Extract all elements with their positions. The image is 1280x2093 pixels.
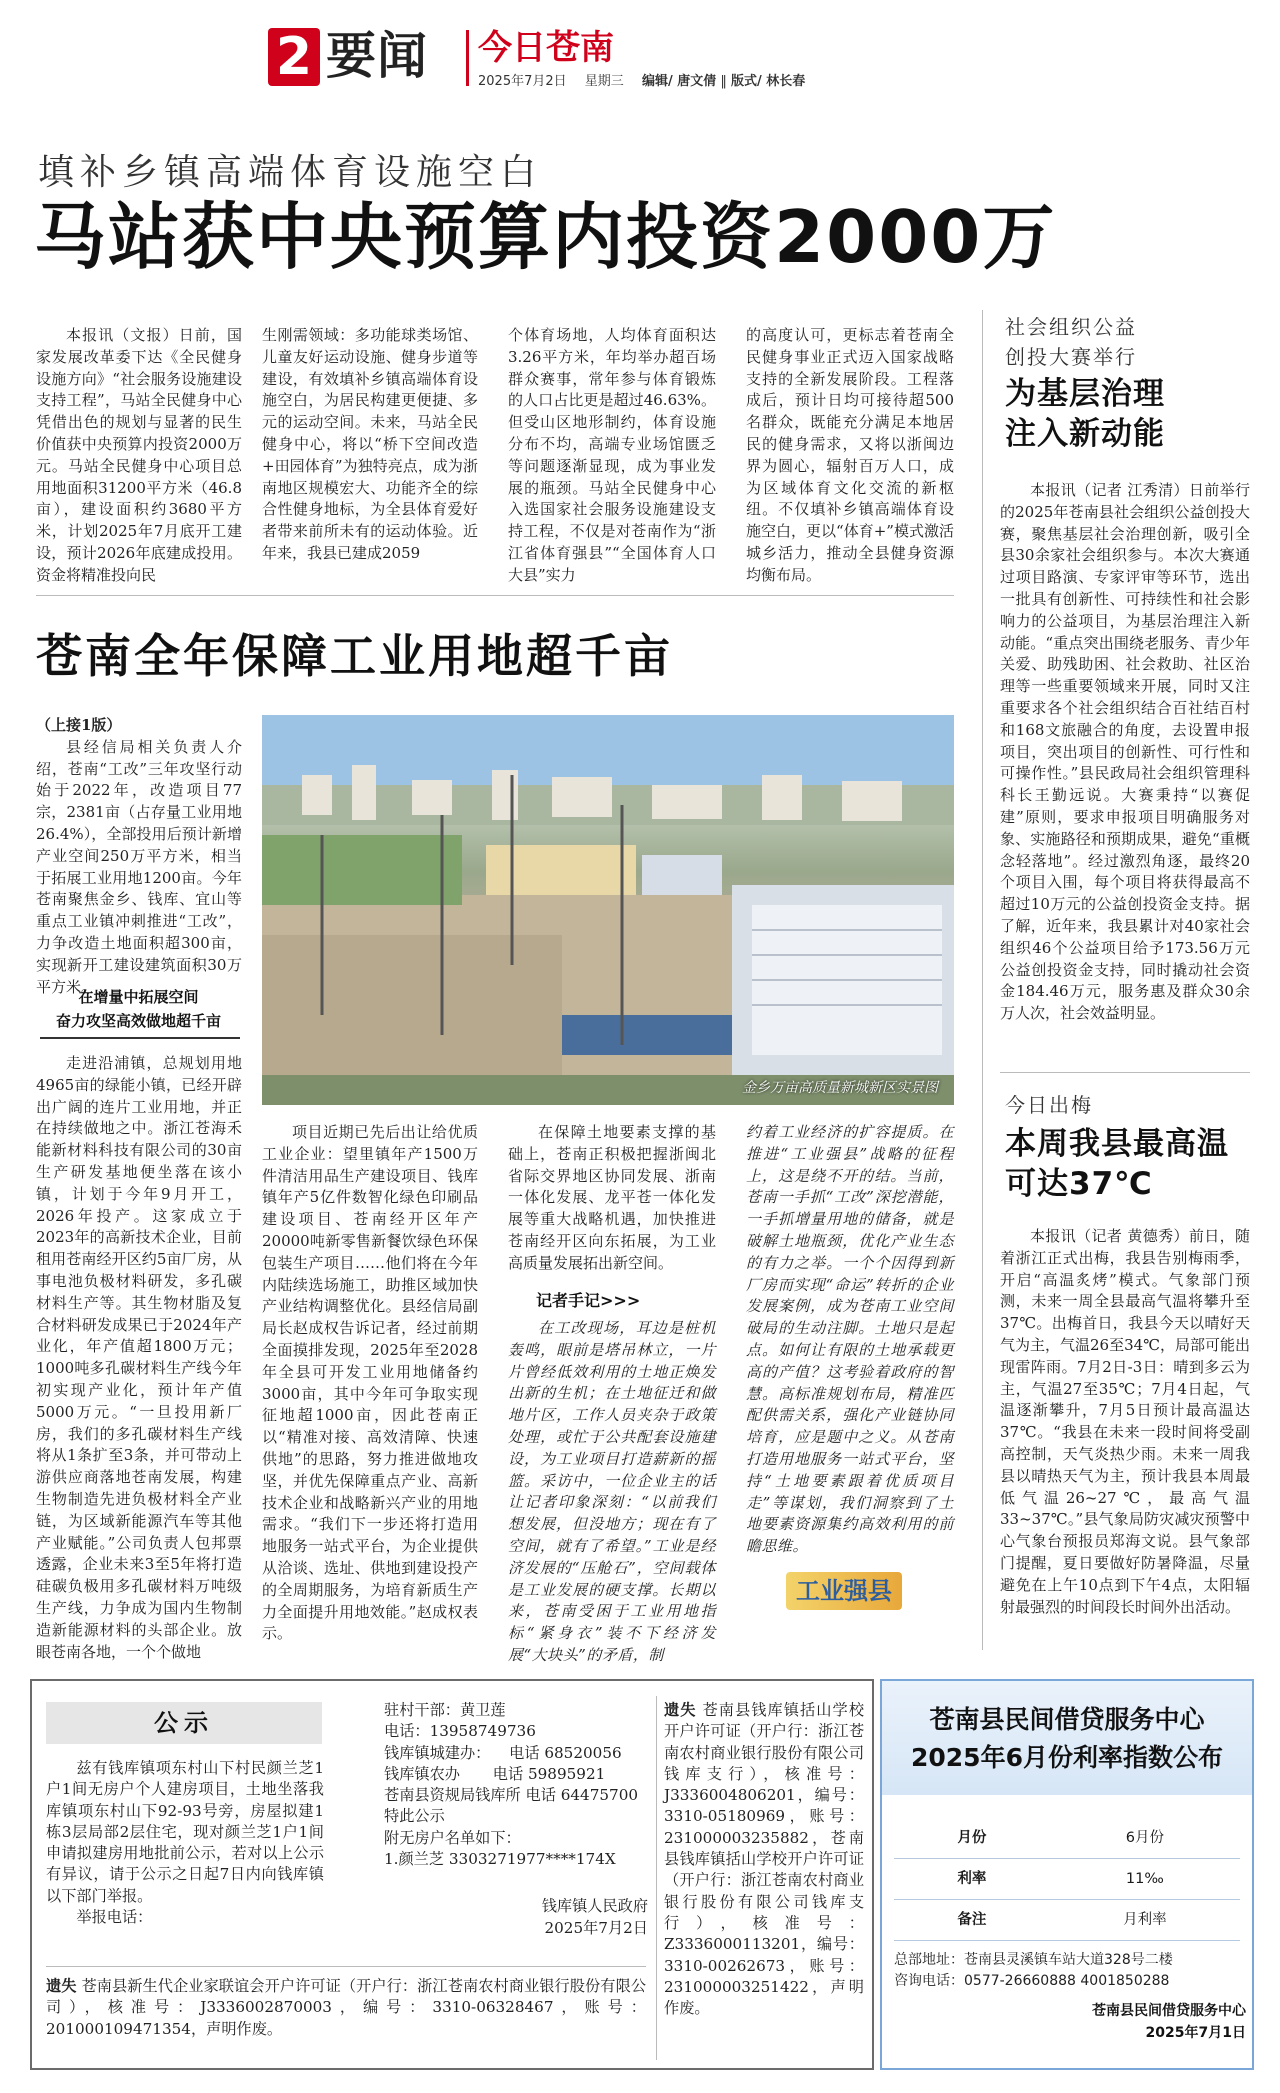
header-meta: 2025年7月2日 星期三 编辑/ 唐文倩 ‖ 版式/ 林长春 (478, 74, 806, 89)
notice-title: 公示 (46, 1702, 322, 1744)
story4-body: 本报讯（记者 黄德秀）前日，随着浙江正式出梅，我县告别梅雨季，开启“高温炙烤”模式。气象部门预测，未来一周全县最高气温将攀升至37℃。出梅首日，我县今天以晴好天气为主，气温26至34℃，局部可能出现雷阵雨。7月2日-3日：晴到多云为主，气温27至35℃；7月4日起，气温逐渐攀升，7月5日预计最高温达37℃。“我县在未来一段时间将受副高控制，天气炎热少雨。未来一周我县以晴热天气为主，预计我县本周最低气温26~27℃，最高气温33~37℃。”县气象局防灾减灾预警中心气象台预报员郑海文说。县气象部门提醒，夏日要做好防暑降温，尽量避免在上午10点到下午4点，太阳辐射最强烈的时间段长时间外出活动。 (1000, 1227, 1250, 1616)
contact-row: 电话：13958749736 (384, 1722, 536, 1741)
story2-subheading: 在增量中拓展空间 奋力攻坚高效做地超千亩 (55, 988, 221, 1030)
story2-column-3: 在保障土地要素支撑的基础上，苍南正积极把握浙闽北省际交界地区协同发展、浙南一体化发展、龙平苍一体化发展等重大战略机遇，加快推进苍南经开区向东拓展，为工业高质量发展拓出新空间。 (508, 1123, 716, 1272)
story2-column-2: 项目近期已先后出让给优质工业企业：望里镇年产1500万件清洁用品生产建设项目、钱库镇年产5亿件数智化绿色印刷品建设项目、苍南经开区年产20000吨新零售新餐饮绿色环保包装生产项目……他们将在今年内陆续选场施工，助推区域加快产业结构调整优化。县经信局副局长赵成权告诉记者，经过前期全面摸排发现，2025年至2028年全县可开发工业用地储备约3000亩，其中今年可争取实现征地超1000亩，因此苍南正以“精准对接、高效清障、快速供地”的思路，努力推进做地攻坚，并优先保障重点产业、高新技术企业和战略新兴产业的用地需求。“我们下一步还将打造用地服务一站式平台，为企业提供从洽谈、选址、供地到建设投产的全周期服务，为培育新质生产力全面提升用地效能。”赵成权表示。 (262, 1123, 478, 1643)
notice-body: 兹有钱库镇项东村山下村民颜兰芝1户1间无房户个人建房项目，土地坐落我库镇项东村山下92-93号旁，房屋拟建1栋3层局部2层住宅，现对颜兰芝1户1间申请拟建房用地批前公示，若对以上公示有异议，请于公示之日起7日内向钱库镇以下部门举报。 举报电话： (46, 1759, 324, 1927)
editor-credit: 编辑/ 唐文倩 (641, 74, 717, 89)
contact-row: 钱库镇农办 电话 59895921 (384, 1764, 606, 1783)
story1-column-4: 的高度认可，更标志着苍南全民健身事业正式迈入国家战略支持的全新发展阶段。工程落成后，预计日均可接待超500名群众，既能充分满足本地居民的健身需求，又将以浙闽边界为圆心，辐射百万人口，成为区域体育文化交流的新枢纽。不仅填补乡镇高端体育设施空白，更以“体育+”模式激活城乡活力，推动全县健身资源均衡布局。 (746, 326, 954, 584)
table-row: 利率 11‰ (894, 1859, 1240, 1900)
story1-column-3: 个体育场地，人均体育面积达3.26平方米，年均举办超百场群众赛事，常年参与体育锻炼的人口占比更是超过46.63%。但受山区地形制约，体育设施分布不均，高端专业场馆匮乏等问题逐渐显现，成为事业发展的瓶颈。马站全民健身中心入选国家社会服务设施建设支持工程，不仅是对苍南作为“浙江省体育强县”“全国体育人口大县”实力 (508, 326, 716, 584)
rate-issuer: 苍南县民间借贷服务中心 2025年7月1日 (1092, 2003, 1246, 2041)
page-number: 2 (268, 28, 320, 86)
issue-date: 2025年7月2日 (478, 74, 567, 89)
right-column-divider (982, 310, 983, 1650)
issue-weekday: 星期三 (584, 74, 624, 89)
notice-date: 2025年7月2日 (544, 1918, 648, 1937)
notes-column-4: 约着工业经济的扩容提质。在推进“工业强县”战略的征程上，这是绕不开的结。当前，苍南一手抓“工改”深挖潜能，一手抓增量用地的储备，就是破解土地瓶颈，优化产业生态的有力之举。一个个因得到新厂房而实现“命运”转折的企业发展案例，成为苍南工业空间破局的生动注脚。土地只是起点。如何让有限的土地承载更高的产值？这考验着政府的智慧。高标准规划布局，精准匹配供需关系，强化产业链协同培育，应是题中之义。从苍南打造用地服务一站式平台，坚持“土地要素跟着优质项目走”等谋划，我们洞察到了土地要素资源集约高效利用的前瞻思维。 (746, 1123, 954, 1556)
notice-contacts (384, 1700, 648, 1960)
table-row: 月份 6月份 (894, 1818, 1240, 1859)
header-divider (466, 30, 469, 86)
rate-contact-info: 总部地址：苍南县灵溪镇车站大道328号二楼 咨询电话：0577-26660888 4001850288 (894, 1952, 1173, 1989)
list-item: 1.颜兰芝 3303271977****174X (384, 1850, 616, 1869)
story3-headline-1: 为基层治理 (1005, 376, 1165, 412)
brand-logo: 今日苍南 (478, 28, 614, 68)
story4-kicker: 今日出梅 (1005, 1093, 1093, 1117)
layout-credit: 版式/ 林长春 (730, 74, 806, 89)
rate-title: 苍南县民间借贷服务中心 2025年6月份利率指数公布 (882, 1681, 1252, 1795)
right-story-divider (1000, 1072, 1250, 1073)
notes-column-3: 在工改现场，耳边是桩机轰鸣，眼前是塔吊林立，一片片曾经低效利用的土地正焕发出新的生机；在土地征迁和做地片区，工作人员夹杂于政策处理，或忙于公共配套设施建设，为工业项目打造薪新的摇篮。采访中，一位企业主的话让记者印象深刻：“以前我们想发展，但没地方；现在有了空间，就有了希望。”工业是经济发展的“压舱石”，空间载体是工业发展的硬支撑。长期以来，苍南受困于工业用地指标“紧身衣”装不下经济发展“大块头”的矛盾，制 (508, 1319, 716, 1664)
story3-kicker-1: 社会组织公益 (1005, 315, 1137, 339)
ad-divider (46, 1966, 646, 1967)
story1-headline: 马站获中央预算内投资2000万 (34, 195, 1057, 279)
story1-kicker: 填补乡镇高端体育设施空白 (38, 152, 543, 193)
lost-notice-2: 遗失 苍南县钱库镇括山学校开户许可证（开户行：浙江苍南农村商业银行股份有限公司钱库支行），核准号：J3336004806201，编号：3310-05180969，账号：231000003235882，苍南县钱库镇括山学校开户许可证（开户行：浙江苍南农村商业银行股份有限公司钱库支行），核准号：Z3336000113201，编号：3310-00262673，账号：231000003251422，声明作废。 (664, 1701, 865, 2018)
list-label: 附无房户名单如下： (384, 1828, 521, 1847)
contact-row: 苍南县资规局钱库所 电话 64475700 (384, 1786, 639, 1805)
contact-row: 钱库镇城建办： 电话 68520056 (384, 1743, 622, 1762)
lost-notice-1: 遗失 苍南县新生代企业家联谊会开户许可证（开户行：浙江苍南农村商业银行股份有限公司），核准号：J3336002870003，编号：3310-06328467，账号：201000109471354，声明作废。 (46, 1977, 647, 2038)
section-divider (36, 595, 954, 596)
story4-headline-2: 可达37℃ (1005, 1166, 1153, 1202)
story3-kicker-2: 创投大赛举行 (1005, 345, 1137, 369)
story2-column-1b: 走进沿浦镇，总规划用地4965亩的绿能小镇，已经开辟出广阔的连片工业用地，并正在持续做地之中。浙江苍海禾能新材料科技有限公司的30亩生产研发基地便坐落在该小镇，计划于今年9月开工，2026年投产。这家成立于2023年的高新技术企业，目前租用苍南经开区约5亩厂房，从事电池负极材料研发，多孔碳材料生产等。其生物材脂及复合材料研发成果已于2024年产业化，年产值超1800万元；1000吨多孔碳材料生产线今年初实现产业化，预计年产值5000万元。“一旦投用新厂房，我们的多孔碳材料生产线将从1条扩至3条，并可带动上游供应商落地苍南发展，构建生物制造先进负极材料全产业链，为区域新能源汽车等其他产业赋能。”公司负责人包邦票透露，企业未来3至5年将打造硅碳负极用多孔碳材料万吨级生产线，力争成为国内生物制造新能源材料的头部企业。放眼苍南各地，一个个做地 (36, 1054, 242, 1661)
subheading-rule (40, 1037, 240, 1039)
photo-caption: 金乡万亩高质量新城新区实景图 (742, 1080, 938, 1096)
rate-table (894, 1818, 1240, 1941)
industry-badge: 工业强县 (786, 1572, 902, 1610)
special-note: 特此公示 (384, 1807, 445, 1826)
story2-column-1a: （上接1版） 县经信局相关负责人介绍，苍南“工改”三年攻坚行动始于2022年，改造项目77宗，2381亩（占存量工业用地26.4%），全部投用后预计新增产业空间250万平方米，相当于拓展工业用地1200亩。今年苍南聚焦金乡、钱库、宜山等重点工业镇冲刺推进“工改”，力争改造土地面积超300亩，实现新开工建设建筑面积30万平方米。 (36, 716, 242, 996)
notice-issuer: 钱库镇人民政府 (541, 1897, 648, 1916)
section-title: 要闻 (326, 27, 428, 85)
notes-label: 记者手记>>> (536, 1291, 641, 1310)
story3-headline-2: 注入新动能 (1005, 416, 1165, 452)
ad-column-divider (656, 1696, 657, 2060)
story1-column-2: 生刚需领域：多功能球类场馆、儿童友好运动设施、健身步道等建设，有效填补乡镇高端体育设施空白，为居民构建更便捷、多元的运动空间。未来，马站全民健身中心，将以“桥下空间改造+田园体育”为独特亮点，成为浙南地区规模宏大、功能齐全的综合性健身地标，为全县体育爱好者带来前所未有的运动体验。近年来，我县已建成2059 (262, 326, 478, 562)
table-row: 备注 月利率 (894, 1900, 1240, 1941)
contact-row: 驻村干部：黄卫莲 (384, 1701, 506, 1719)
story2-photo (262, 715, 954, 1105)
story1-column-1: 本报讯（文报）日前，国家发展改革委下达《全民健身设施方向》“社会服务设施建设支持工程”，马站全民健身中心凭借出色的规划与显著的民生价值获中央预算内投资2000万元。马站全民健身中心项目总用地面积31200平方米（46.8亩），建设面积约3680平方米，计划2025年7月底开工建设，预计2026年底建成投用。资金将精准投向民 (36, 326, 242, 584)
story2-headline: 苍南全年保障工业用地超千亩 (36, 629, 673, 683)
story4-headline-1: 本周我县最高温 (1005, 1126, 1229, 1162)
aerial-photo-illustration (262, 715, 954, 1105)
story3-body: 本报讯（记者 江秀清）日前举行的2025年苍南县社会组织公益创投大赛，聚焦基层社会治理创新，吸引全县30余家社会组织参与。本次大赛通过项目路演、专家评审等环节，选出一批具有创新性、可持续性和社会影响力的公益项目，为基层治理注入新动能。“重点突出围绕老服务、青少年关爱、助残助困、社会救助、社区治理等一些重要领域来开展，同时又注重要求各个社会组织结合百社结百村和168文旅融合的角度，去设置申报项目，突出项目的创新性、可行性和可操作性。”县民政局社会组织管理科科长王勤远说。大赛秉持“以赛促建”原则，要求申报项目明确服务对象、实施路径和预期成果，避免“重概念轻落地”。经过激烈角逐，最终20个项目入围，每个项目将获得最高不超过10万元的公益创投资金支持。据了解，近年来，我县累计对40家社会组织46个公益项目给予173.56万元公益创投资金支持，同时撬动社会资金184.46万元，服务惠及群众30余万人次，社会效益明显。 (1000, 481, 1250, 1023)
